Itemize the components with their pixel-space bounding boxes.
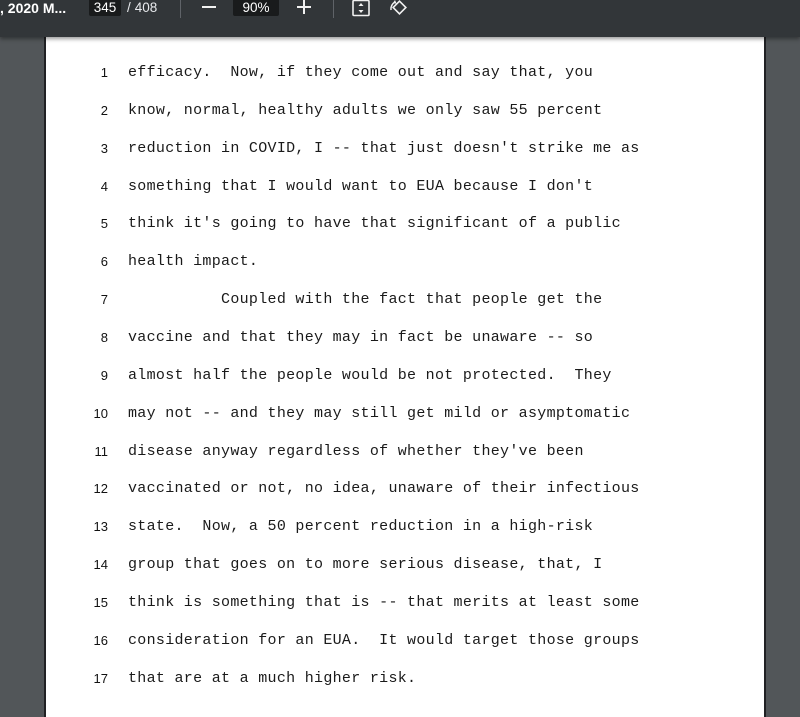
line-text: state. Now, a 50 percent reduction in a high-risk <box>128 518 594 536</box>
fit-to-page-button[interactable] <box>348 0 374 18</box>
line-number: 6 <box>100 254 108 270</box>
line-text: consideration for an EUA. It would target those groups <box>128 631 640 649</box>
toolbar-divider <box>180 0 181 18</box>
line-number: 2 <box>100 102 108 118</box>
line-number: 13 <box>93 519 108 535</box>
rotate-button[interactable] <box>386 0 412 18</box>
line-number: 7 <box>100 292 108 308</box>
transcript-line <box>46 291 746 311</box>
transcript-line <box>46 405 746 425</box>
transcript-line <box>46 64 746 84</box>
line-number: 5 <box>100 216 108 232</box>
transcript-line <box>46 518 746 538</box>
line-text: health impact. <box>128 253 259 271</box>
line-text: think is something that is -- that merits at least some <box>128 593 640 611</box>
toolbar-divider <box>333 0 334 18</box>
line-text: disease anyway regardless of whether they've been <box>128 442 584 460</box>
transcript-line <box>46 102 746 122</box>
line-number: 10 <box>93 405 108 421</box>
line-text: think it's going to have that significant of a public <box>128 215 621 233</box>
line-number: 8 <box>100 329 108 345</box>
document-page <box>44 37 766 717</box>
line-number: 11 <box>94 443 108 459</box>
transcript-line <box>46 480 746 500</box>
page-separator: / <box>127 0 131 15</box>
transcript-line <box>46 329 746 349</box>
line-text: vaccinated or not, no idea, unaware of their infectious <box>128 480 640 498</box>
line-number: 16 <box>93 632 108 648</box>
minus-icon <box>202 0 216 14</box>
document-title: , 2020 M... <box>0 0 67 16</box>
transcript-line <box>46 215 746 235</box>
transcript-line <box>46 253 746 273</box>
line-number: 3 <box>100 140 108 156</box>
line-number: 17 <box>93 670 108 686</box>
line-text: may not -- and they may still get mild or asymptomatic <box>128 404 631 422</box>
line-text: know, normal, healthy adults we only saw 55 percent <box>128 101 603 119</box>
plus-icon <box>297 0 311 14</box>
transcript-line <box>46 556 746 576</box>
transcript-line <box>46 178 746 198</box>
zoom-out-button[interactable] <box>196 0 222 18</box>
line-number: 14 <box>93 557 108 573</box>
line-text: reduction in COVID, I -- that just doesn't strike me as <box>128 139 640 157</box>
line-text: efficacy. Now, if they come out and say that, you <box>128 64 594 81</box>
line-text: something that I would want to EUA because I don't <box>128 177 594 195</box>
transcript-line <box>46 140 746 160</box>
line-text: group that goes on to more serious disease, that, I <box>128 556 603 574</box>
transcript-line <box>46 670 746 690</box>
line-text: vaccine and that they may in fact be unaware -- so <box>128 328 594 346</box>
zoom-in-button[interactable] <box>291 0 317 18</box>
fit-to-page-icon <box>352 0 370 17</box>
transcript-line <box>46 594 746 614</box>
line-number: 12 <box>93 481 108 497</box>
current-page-input[interactable]: 345 <box>89 0 121 16</box>
rotate-icon <box>389 0 409 18</box>
page-count <box>127 0 157 16</box>
transcript-line <box>46 632 746 652</box>
total-pages: 408 <box>134 0 158 15</box>
line-text: Coupled with the fact that people get the <box>128 291 603 309</box>
zoom-level-input[interactable]: 90% <box>233 0 279 16</box>
line-text: that are at a much higher risk. <box>128 669 417 687</box>
line-number: 4 <box>100 178 108 194</box>
transcript-line <box>46 443 746 463</box>
line-text: almost half the people would be not protected. They <box>128 366 612 384</box>
line-number: 15 <box>93 594 108 610</box>
pdf-viewer-toolbar <box>0 0 800 37</box>
line-number: 9 <box>100 367 108 383</box>
line-number: 1 <box>100 65 108 80</box>
transcript-line <box>46 367 746 387</box>
